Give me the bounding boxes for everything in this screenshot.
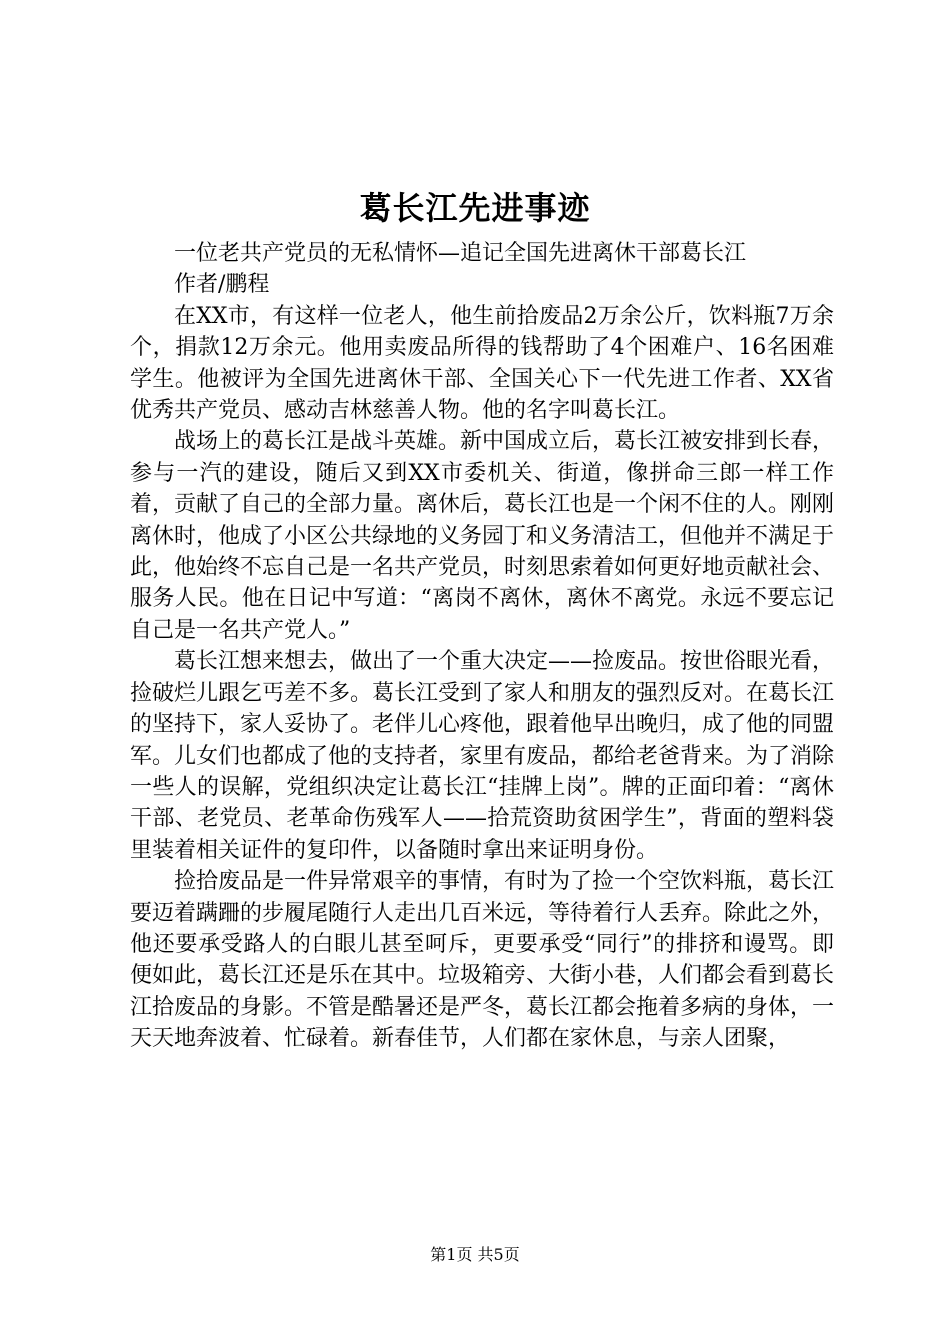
body-paragraph: 葛长江想来想去，做出了一个重大决定——捡废品。按世俗眼光看，捡破烂儿跟乞丐差不多。葛长江受到了家人和朋友的强烈反对。在葛长江的坚持下，家人妥协了。老伴儿心疼他，跟着他早出晚归，成了他的同盟军。儿女们也都成了他的支持者，家里有废品，都给老爸背来。为了消除一些人的误解，党组织决定让葛长江“挂牌上岗”。牌的正面印着：“离休干部、老党员、老革命伤残军人——拾荒资助贫困学生”，背面的塑料袋里装着相关证件的复印件，以备随时拿出来证明身份。	[130, 649, 835, 863]
subtitle-paragraph: 一位老共产党员的无私情怀—追记全国先进离休干部葛长江	[174, 241, 747, 266]
page-number-footer: 第1页 共5页	[430, 1245, 520, 1264]
author-line: 作者/鹏程	[174, 272, 270, 298]
body-paragraph: 战场上的葛长江是战斗英雄。新中国成立后，葛长江被安排到长春，参与一汽的建设，随后又到XX市委机关、街道，像拼命三郎一样工作着，贡献了自己的全部力量。离休后，葛长江也是一个闲不住的人。刚刚离休时，他成了小区公共绿地的义务园丁和义务清洁工，但他并不满足于此，他始终不忘自己是一名共产党员，时刻思索着如何更好地贡献社会、服务人民。他在日记中写道：“离岗不离休，离休不离党。永远不要忘记自己是一名共产党人。”	[130, 429, 835, 643]
body-paragraph: 在XX市，有这样一位老人，他生前拾废品2万余公斤，饮料瓶7万余个，捐款12万余元。他用卖废品所得的钱帮助了4个困难户、16名困难学生。他被评为全国先进离休干部、全国关心下一代先进工作者、XX省优秀共产党员、感动吉林慈善人物。他的名字叫葛长江。	[130, 303, 834, 424]
document-body	[130, 238, 834, 1055]
document-title: 葛长江先进事迹	[359, 189, 591, 227]
body-paragraph: 捡拾废品是一件异常艰辛的事情，有时为了捡一个空饮料瓶，葛长江要迈着蹒跚的步履尾随行人走出几百米远，等待着行人丢弃。除此之外，他还要承受路人的白眼儿甚至呵斥，更要承受“同行”的排挤和谩骂。即便如此，葛长江还是乐在其中。垃圾箱旁、大街小巷，人们都会看到葛长江拾废品的身影。不管是酷暑还是严冬，葛长江都会拖着多病的身体，一天天地奔波着、忙碌着。新春佳节，人们都在家休息，与亲人团聚，	[130, 869, 835, 1052]
